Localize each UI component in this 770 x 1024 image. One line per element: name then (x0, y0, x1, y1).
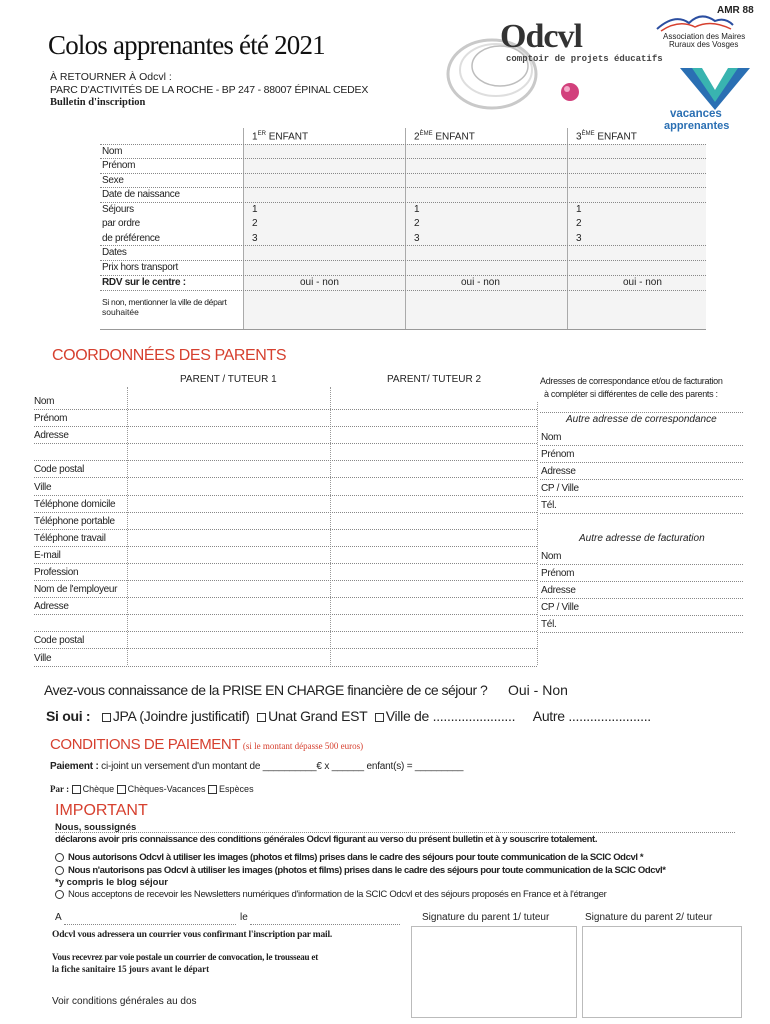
va-line2: apprenantes (664, 120, 730, 132)
cv-option[interactable]: Chèques-Vacances (117, 784, 206, 794)
child-col-3: 3ÈME ENFANT (576, 131, 637, 143)
rdv-c1[interactable]: oui - non (300, 277, 339, 288)
va-chevron-icon (680, 68, 750, 110)
corr-row-line[interactable] (540, 513, 743, 514)
fact-row-line[interactable] (540, 581, 743, 582)
convoc-line2: la fiche sanitaire 15 jours avant le départ (52, 964, 210, 974)
fact-row-line[interactable] (540, 615, 743, 616)
parent-row-line[interactable] (34, 648, 537, 649)
parent-row-line[interactable] (34, 512, 537, 513)
checkbox-icon[interactable] (375, 713, 384, 722)
page-title: Colos apprenantes été 2021 (48, 30, 325, 60)
jpa-option[interactable]: JPA (Joindre justificatif) (102, 708, 250, 724)
paiement-note: (si le montant dépasse 500 euros) (242, 741, 364, 751)
consent-2b: *y compris le blog séjour (55, 877, 168, 888)
a-label: A (55, 912, 62, 923)
si-oui-row (46, 708, 651, 724)
checkbox-icon[interactable] (117, 785, 126, 794)
child-row-nom: Nom (102, 146, 123, 157)
child-row-sejours: Séjours (102, 204, 134, 215)
radio-icon[interactable] (55, 866, 64, 875)
pref-c2-3[interactable]: 3 (414, 233, 420, 244)
si-oui-label: Si oui : (46, 708, 91, 724)
sig1-label: Signature du parent 1/ tuteur (422, 912, 550, 923)
fact-row-line[interactable] (540, 632, 743, 633)
parent-row-label: Ville (34, 481, 52, 493)
le-label: le (240, 912, 248, 923)
child-row-sexe: Sexe (102, 175, 124, 186)
corr-row-label: CP / Ville (541, 483, 579, 495)
odcvl-logo (440, 12, 680, 122)
prise-en-charge-question: Avez-vous connaissance de la PRISE EN CHARGE financière de ce séjour ? (44, 682, 488, 698)
odcvl-name: Odcvl (500, 18, 582, 55)
par-row: Par : Chèque Chèques-Vacances Espèces (50, 784, 254, 794)
parent-col-3-line2: à compléter si différentes de celle des parents : (544, 389, 718, 399)
pref-c2-2[interactable]: 2 (414, 218, 420, 229)
parent-row-label: Ville (34, 652, 52, 664)
parent-row-label: Profession (34, 567, 79, 578)
sig1-box[interactable] (411, 926, 577, 1018)
child-row-preference: de préférence (102, 233, 160, 244)
parent-row-line[interactable] (34, 495, 537, 496)
parent-row-label: Téléphone domicile (34, 498, 116, 510)
corr-row-line[interactable] (540, 479, 743, 480)
fact-title: Autre adresse de facturation (579, 533, 705, 544)
parent-col-1: PARENT / TUTEUR 1 (180, 374, 277, 385)
autre-option[interactable]: Autre ....................... (532, 708, 651, 724)
return-address: PARC D'ACTIVITÉS DE LA ROCHE - BP 247 - 88007 ÉPINAL CEDEX (50, 84, 369, 96)
corr-row-label: Prénom (541, 449, 575, 461)
parent-row-label: Code postal (34, 464, 85, 476)
voir-conditions: Voir conditions générales au dos (52, 996, 197, 1007)
child-row-naissance: Date de naissance (102, 189, 180, 200)
parent-row-line[interactable] (34, 580, 537, 581)
radio-icon[interactable] (55, 890, 64, 899)
corr-title: Autre adresse de correspondance (566, 414, 717, 425)
parent-row-line[interactable] (34, 614, 537, 615)
unat-option[interactable]: Unat Grand EST (257, 708, 367, 724)
pref-c3-2[interactable]: 2 (576, 218, 582, 229)
important-line2: déclarons avoir pris connaissance des conditions générales Odcvl figurant au verso du présent bulletin et à y souscrire totalement. (55, 834, 598, 845)
a-field[interactable] (64, 924, 236, 925)
corr-row-line[interactable] (540, 496, 743, 497)
parent-col-3-line1: Adresses de correspondance et/ou de facturation (540, 376, 723, 386)
fact-row-label: Tél. (541, 619, 557, 631)
sig2-box[interactable] (582, 926, 742, 1018)
fact-row-line[interactable] (540, 564, 743, 565)
depart-note-2: souhaitée (102, 307, 139, 317)
consent-2[interactable]: Nous n'autorisons pas Odcvl à utiliser les images (photos et films) prises dans le cadre des séjours pour toute communication de la SCIC Odcvl* (55, 865, 666, 876)
amr-line1: Association des Maires (663, 32, 746, 41)
especes-option[interactable]: Espèces (208, 784, 254, 794)
pref-c3-1[interactable]: 1 (576, 204, 582, 215)
parent-row-label: Téléphone travail (34, 532, 106, 544)
parent-row-line[interactable] (34, 563, 537, 564)
pref-c3-3[interactable]: 3 (576, 233, 582, 244)
ville-option[interactable]: Ville de ....................... (375, 708, 515, 724)
parent-row-label: E-mail (34, 549, 61, 561)
fact-row-label: Prénom (541, 568, 575, 580)
return-line: À RETOURNER À Odcvl : (50, 71, 172, 83)
fact-row-label: Adresse (541, 585, 576, 597)
checkbox-icon[interactable] (102, 713, 111, 722)
parent-row-line[interactable] (34, 529, 537, 530)
checkbox-icon[interactable] (208, 785, 217, 794)
child-row-prenom: Prénom (102, 160, 136, 171)
rdv-c2[interactable]: oui - non (461, 277, 500, 288)
cheque-option[interactable]: Chèque (72, 784, 115, 794)
pref-c2-1[interactable]: 1 (414, 204, 420, 215)
child-row-rdv: RDV sur le centre : (102, 277, 186, 288)
corr-row-label: Adresse (541, 466, 576, 478)
paiement-line[interactable]: Paiement : ci-joint un versement d'un montant de __________€ x ______ enfant(s) = _________ (50, 761, 464, 772)
parent-row-line[interactable] (34, 460, 537, 461)
fact-row-label: CP / Ville (541, 602, 579, 614)
fact-row-line[interactable] (540, 598, 743, 599)
checkbox-icon[interactable] (72, 785, 81, 794)
amr-line2: Ruraux des Vosges (669, 40, 739, 49)
va-line1: vacances (670, 108, 722, 120)
parent-row-line[interactable] (34, 426, 537, 427)
pref-c1-1[interactable]: 1 (252, 204, 258, 215)
parent-row-line[interactable] (34, 546, 537, 547)
parent-row-label: Adresse (34, 601, 69, 613)
parent-row-line[interactable] (34, 443, 537, 444)
convoc-line1: Vous recevrez par voie postale un courrier de convocation, le trousseau et (52, 952, 319, 962)
parent-row-line[interactable] (34, 477, 537, 478)
child-row-dates: Dates (102, 247, 127, 258)
child-row-prix: Prix hors transport (102, 262, 178, 273)
parent-row-line[interactable] (34, 409, 537, 410)
radio-icon[interactable] (55, 853, 64, 862)
amr-name: AMR 88 (717, 5, 754, 16)
rdv-c3[interactable]: oui - non (623, 277, 662, 288)
prise-en-charge-answer[interactable]: Oui - Non (508, 682, 568, 698)
odcvl-tagline: comptoir de projets éducatifs (506, 54, 663, 64)
pref-c1-3[interactable]: 3 (252, 233, 258, 244)
parent-row-label: Code postal (34, 635, 85, 647)
corr-row-line[interactable] (540, 462, 743, 463)
courrier-line: Odcvl vous adressera un courrier vous confirmant l'inscription par mail. (52, 930, 333, 940)
consent-1[interactable]: Nous autorisons Odcvl à utiliser les images (photos et films) prises dans le cadre des séjours pour toute communication de la SCIC Odcvl * (55, 852, 643, 863)
parent-col-2: PARENT/ TUTEUR 2 (387, 374, 482, 385)
important-title: IMPORTANT (55, 802, 148, 819)
important-line1: Nous, soussignés (55, 822, 137, 833)
corr-row-label: Nom (541, 432, 562, 443)
paiement-title-row (50, 736, 363, 753)
depart-note-1: Si non, mentionner la ville de départ (102, 297, 227, 307)
child-col-1: 1ER ENFANT (252, 131, 309, 143)
consent-3[interactable]: Nous acceptons de recevoir les Newsletters numériques d'information de la SCIC Odcvl et des séjours proposés en France et à l'étranger (55, 889, 606, 900)
pref-c1-2[interactable]: 2 (252, 218, 258, 229)
checkbox-icon[interactable] (257, 713, 266, 722)
parent-row-label: Nom de l'employeur (34, 584, 118, 596)
vacances-apprenantes-logo (664, 68, 764, 134)
parents-section-title: COORDONNÉES DES PARENTS (52, 347, 287, 364)
child-row-ordre: par ordre (102, 218, 140, 229)
paiement-title: CONDITIONS DE PAIEMENT (50, 736, 241, 753)
corr-row-label: Tél. (541, 500, 557, 512)
sig2-label: Signature du parent 2/ tuteur (585, 912, 713, 923)
corr-top-line (540, 412, 743, 413)
parent-row-label: Prénom (34, 413, 68, 425)
child-col-2: 2ÈME ENFANT (414, 131, 475, 143)
parent-row-label: Nom (34, 396, 55, 407)
parent-row-line[interactable] (34, 666, 537, 667)
parent-row-label: Adresse (34, 430, 69, 442)
le-field[interactable] (250, 924, 400, 925)
parent-row-label: Téléphone portable (34, 515, 115, 527)
corr-row-line[interactable] (540, 445, 743, 446)
parent-row-line[interactable] (34, 597, 537, 598)
form-subtitle: Bulletin d'inscription (50, 97, 146, 108)
fact-row-label: Nom (541, 551, 562, 562)
parent-row-line[interactable] (34, 631, 537, 632)
amr-logo (655, 3, 765, 53)
